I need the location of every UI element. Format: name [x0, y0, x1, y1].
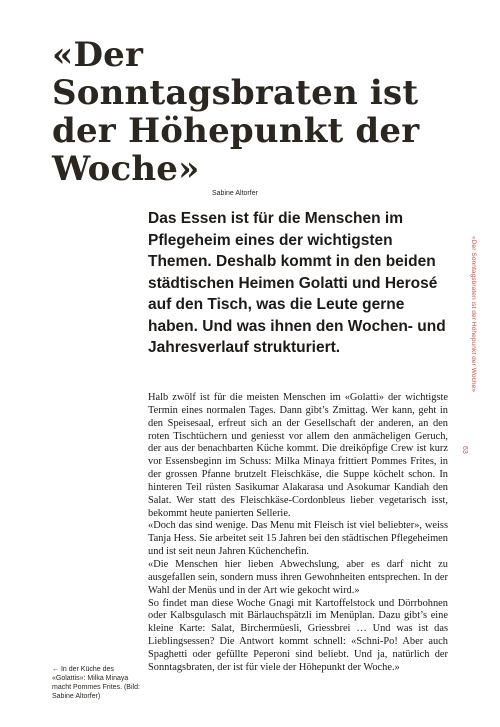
lead-paragraph: Das Essen ist für die Menschen im Pflegeheim eines der wichtigsten Themen. Deshalb kommt in den beiden städtischen Heimen Golatti und Herosé auf den Tisch, was die Leute gerne haben. Und was ihnen den Wochen- und Jahresverlauf strukturiert.: [148, 210, 446, 356]
body-paragraph: Halb zwölf ist für die meisten Menschen im «Golatti» der wichtigste Termin eines normalen Tages. Dann gibt’s Zmittag. Wer kann, geht in den Speisesaal, erfreut sich an der Gesellschaft der anderen, an den roten Tischtüchern und geniesst vor allem den anmächeligen Geruch, der aus der benachbarten Küche kommt. Die dreiköpfige Crew ist kurz vor Essensbeginn im Schuss: Milka Minaya frittiert Pommes Frites, in der grossen Pfanne brutzelt Fleischkäse, die Suppe köchelt schon. In hinteren Teil rüsten Sasikumar Alakarasa und Asokumar Kandiah den Salat. Wer statt des Fleischkäse-Cordonbleus lieber vegetarisch isst, bekommt heute panierten Sellerie.: [148, 392, 448, 519]
body-paragraph: So findet man diese Woche Gnagi mit Kartoffelstock und Dörrbohnen oder Kalbsgulasch mit Bärlauchspätzli im Menüplan. Dazu gibt’s eine kleine Karte: Salat, Birchermüesli, Griessbrei … Und was ist das Lieblingsessen? Die Antwort kommt schnell: «Schni-Po! Aber auch Spaghetti oder gefüllte Peperoni sind beliebt. Und ja, natürlich der Sonntagsbraten, der ist für viele der Höhepunkt der Woche.»: [148, 597, 448, 673]
article-body: [148, 392, 448, 675]
article-title: «Der Sonntagsbraten ist der Höhepunkt der Woche»: [52, 35, 420, 189]
author-byline: Sabine Altorfer: [212, 190, 258, 197]
running-head: «Der Sonntagsbraten ist der Höhepunkt der Woche»: [470, 236, 477, 393]
body-paragraph: «Die Menschen hier lieben Abwechslung, aber es darf nicht zu ausgefallen sein, sondern muss ihren Gewohnheiten entsprechen. In der Wahl der Menüs und in der Art wie gekocht wird.»: [148, 558, 448, 596]
body-paragraph: «Doch das sind wenige. Das Menu mit Fleisch ist viel beliebter», weiss Tanja Hess. Sie arbeitet seit 15 Jahren bei den städtischen Pflegeheimen und ist seit neun Jahren Küchenchefin.: [148, 520, 448, 558]
page-number: 63: [461, 446, 468, 454]
photo-caption: ← In der Küche des «Golattis»: Milka Minaya macht Pommes Frites. (Bild: Sabine Altorfer): [52, 666, 140, 700]
